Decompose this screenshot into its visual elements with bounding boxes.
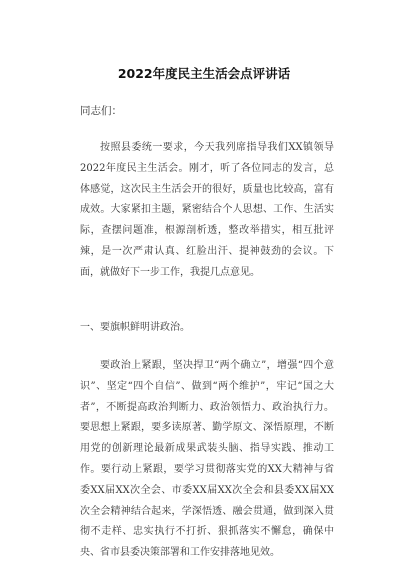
paragraph-section-1: 要政治上紧跟，坚决捍卫“两个确立”，增强“四个意识”、坚定“四个自信”、做到“两个维护”，牢记“国之大者”，不断提高政治判断力、政治领悟力、政治执行力。要思想上紧跟，要多读原著、勤学原文、深悟原理，不断用党的创新理论最新成果武装头脑、指导实践、推动工作。要行动上紧跟，要学习贯彻落实党的XX大精神与省委XX届XX次全会、市委XX届XX次全会和县委XX届XX次全会精神结合起来，学深悟透、融会贯通，做到深入贯彻不走样、忠实执行不打折、狠抓落实不懈怠，确保中央、省市县委决策部署和工作安排落地见效。 xyxy=(80,360,334,559)
paragraph-intro: 按照县委统一要求，今天我列席指导我们XX镇领导2022年度民主生活会。刚才，听了各位同志的发言，总体感觉，这次民主生活会开的很好，质量也比较高，富有成效。大家紧扣主题，紧密结合个人思想、工作、生活实际，查摆问题准，根源剖析透，整改举措实，相互批评辣，是一次严肃认真、红脸出汗、提神鼓劲的会议。下面，就做好下一步工作，我提几点意见。 xyxy=(80,142,334,278)
section-heading: 一、要旗帜鲜明讲政治。 xyxy=(80,322,190,333)
document-title: 2022年度民主生活会点评讲话 xyxy=(117,66,291,81)
salutation: 同志们： xyxy=(80,105,122,117)
